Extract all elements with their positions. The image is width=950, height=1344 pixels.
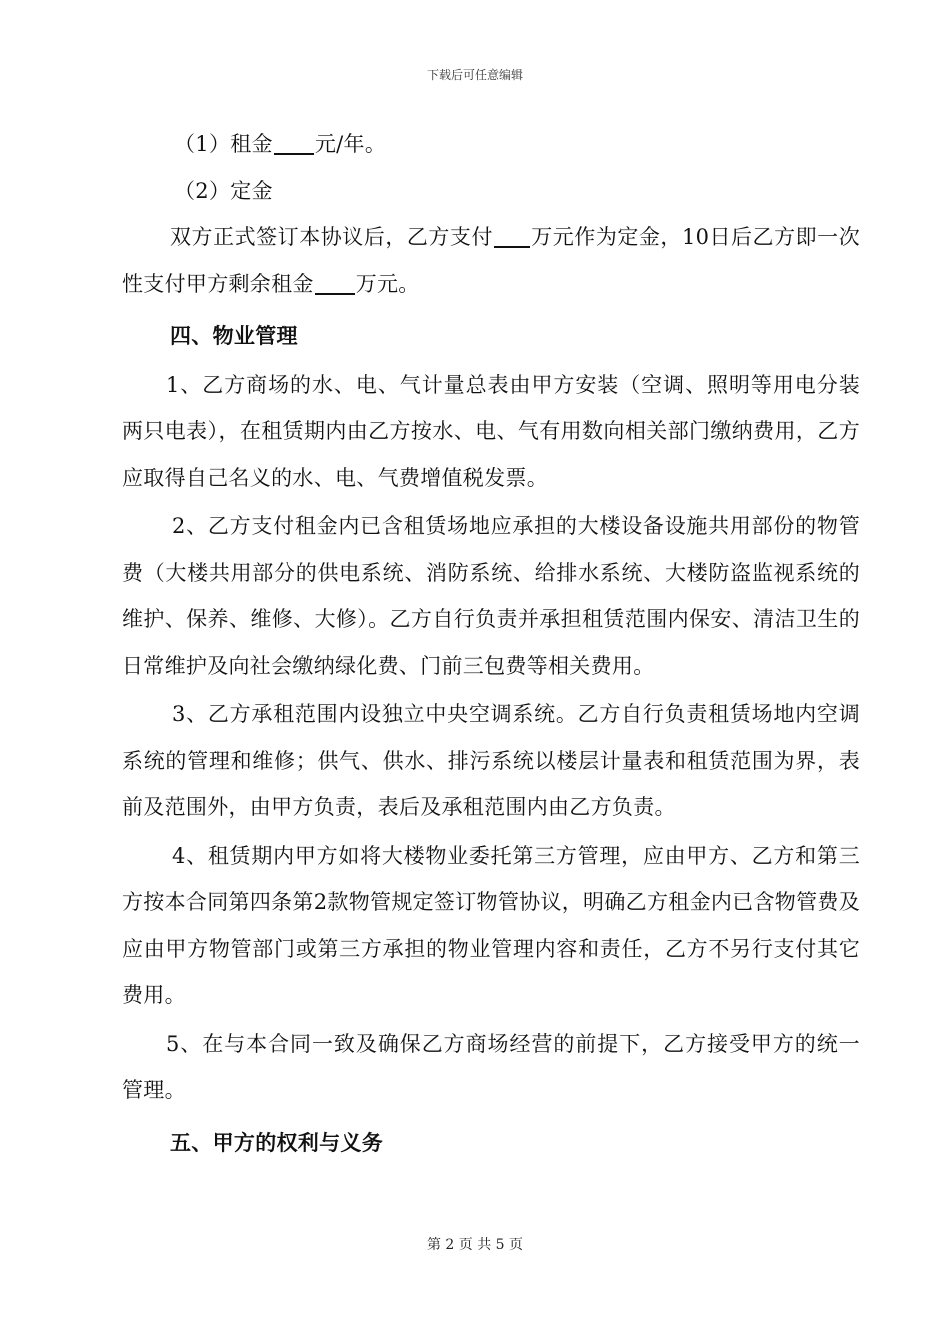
section-4-paragraph-1: 1、乙方商场的水、电、气计量总表由甲方安装（空调、照明等用电分装两只电表），在租赁期内由乙方按水、电、气有用数向相关部门缴纳费用，乙方应取得自己名义的水、电、气费增值税发票。	[122, 372, 860, 490]
deposit-title: （2）定金	[174, 178, 273, 203]
rent-unit: 元/年。	[314, 132, 387, 156]
rent-blank	[274, 131, 314, 155]
section-4-paragraph-2: 2、乙方支付租金内已含租赁场地应承担的大楼设备设施共用部份的物管费（大楼共用部分的供电系统、消防系统、给排水系统、大楼防盗监视系统的维护、保养、维修、大修）。乙方自行负责并承担租赁范围内保安、清洁卫生的日常维护及向社会缴纳绿化费、门前三包费等相关费用。	[122, 514, 860, 678]
rent-line	[122, 121, 860, 168]
deposit-blank	[494, 224, 530, 248]
document-body	[122, 121, 860, 1168]
section-4-heading: 四、物业管理	[170, 323, 298, 348]
section-4-paragraph-5: 5、在与本合同一致及确保乙方商场经营的前提下，乙方接受甲方的统一管理。	[122, 1031, 860, 1102]
section-4-paragraph-4: 4、租赁期内甲方如将大楼物业委托第三方管理，应由甲方、乙方和第三方按本合同第四条第2款物管规定签订物管协议，明确乙方租金内已含物管费及应由甲方物管部门或第三方承担的物业管理内容和责任，乙方不另行支付其它费用。	[122, 843, 860, 1007]
section-5-heading: 五、甲方的权利与义务	[170, 1129, 383, 1155]
remaining-rent-blank	[315, 271, 355, 295]
page-number: 第 2 页 共 5 页	[426, 1237, 524, 1253]
header-note: 下载后可任意编辑	[426, 68, 523, 82]
section-4-paragraph-3: 3、乙方承租范围内设独立中央空调系统。乙方自行负责租赁场地内空调系统的管理和维修；供气、供水、排污系统以楼层计量表和租赁范围为界，表前及范围外，由甲方负责，表后及承租范围内由乙方负责。	[122, 702, 860, 819]
deposit-paragraph: 双方正式签订本协议后，乙方支付 万元作为定金，10日后乙方即一次性支付甲方剩余租金 万元。	[122, 225, 860, 296]
rent-label: （1）租金	[174, 132, 273, 156]
